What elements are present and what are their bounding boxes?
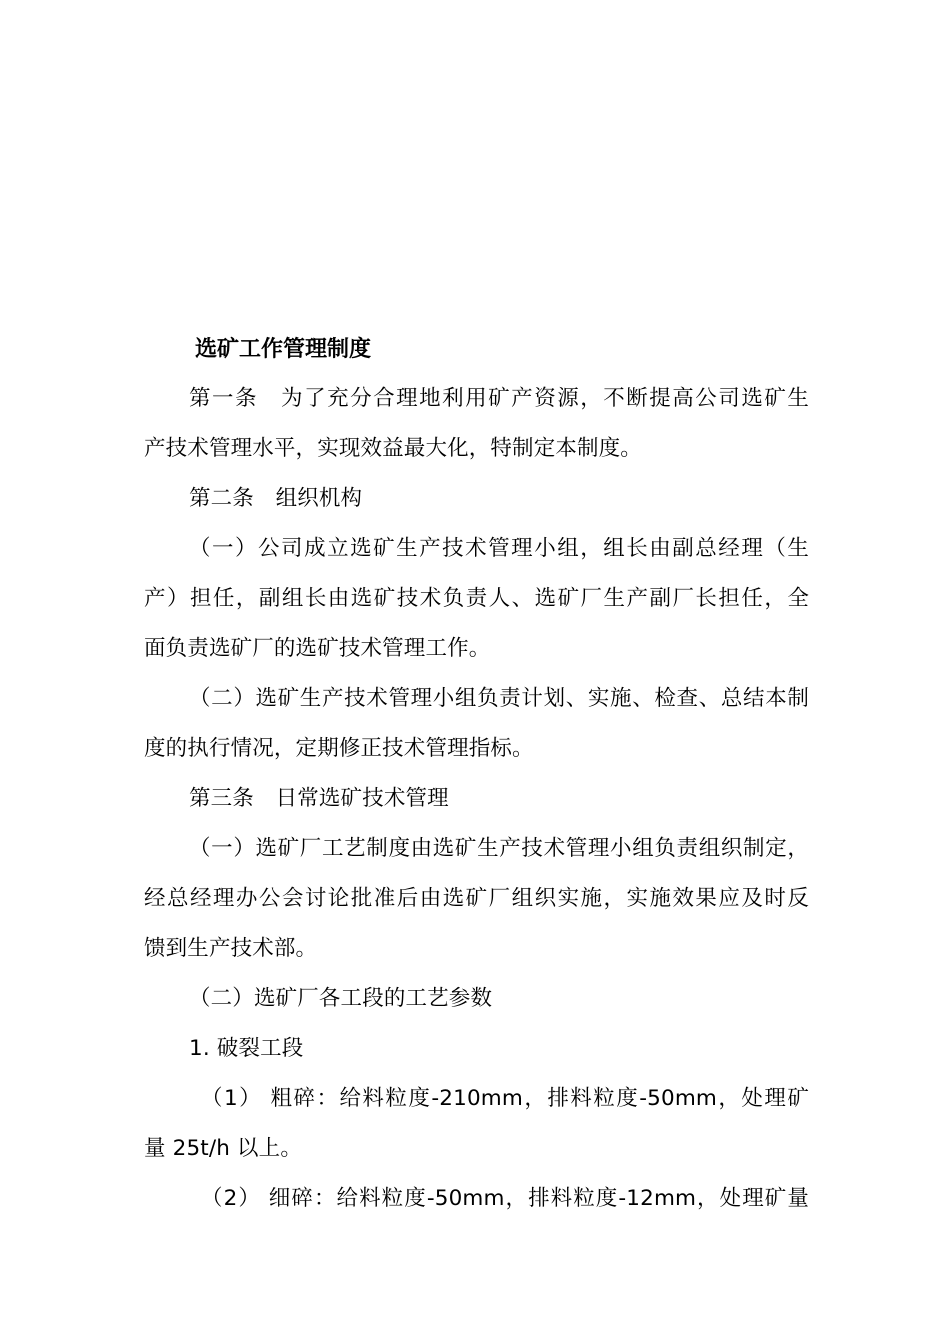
document-title: 选矿工作管理制度	[195, 337, 372, 362]
paragraph-line: （2） 细碎：给料粒度-50mm，排料粒度-12mm，处理矿量	[201, 1186, 809, 1211]
paragraph-line: （1） 粗碎：给料粒度-210mm，排料粒度-50mm，处理矿	[201, 1086, 809, 1111]
paragraph-line: 度的执行情况，定期修正技术管理指标。	[144, 736, 534, 761]
paragraph-line: 经总经理办公会讨论批准后由选矿厂组织实施，实施效果应及时反	[144, 886, 809, 911]
paragraph-line: （一）选矿厂工艺制度由选矿生产技术管理小组负责组织制定，	[189, 836, 809, 861]
paragraph-line: （二）选矿生产技术管理小组负责计划、实施、检查、总结本制	[189, 686, 809, 711]
paragraph-line: 产）担任，副组长由选矿技术负责人、选矿厂生产副厂长担任，全	[144, 586, 809, 611]
paragraph-line: 面负责选矿厂的选矿技术管理工作。	[144, 636, 491, 661]
paragraph-line: 1. 破裂工段	[189, 1036, 304, 1061]
paragraph-line: 馈到生产技术部。	[144, 936, 318, 961]
paragraph-line: 产技术管理水平，实现效益最大化，特制定本制度。	[144, 436, 642, 461]
paragraph-line: 第一条 为了充分合理地利用矿产资源，不断提高公司选矿生	[189, 386, 809, 411]
section-heading: 第二条 组织机构	[189, 486, 363, 511]
paragraph-line: 量 25t/h 以上。	[144, 1136, 302, 1161]
section-heading: 第三条 日常选矿技术管理	[189, 786, 449, 811]
paragraph-line: （一）公司成立选矿生产技术管理小组，组长由副总经理（生	[189, 536, 809, 561]
paragraph-line: （二）选矿厂各工段的工艺参数	[189, 986, 493, 1011]
